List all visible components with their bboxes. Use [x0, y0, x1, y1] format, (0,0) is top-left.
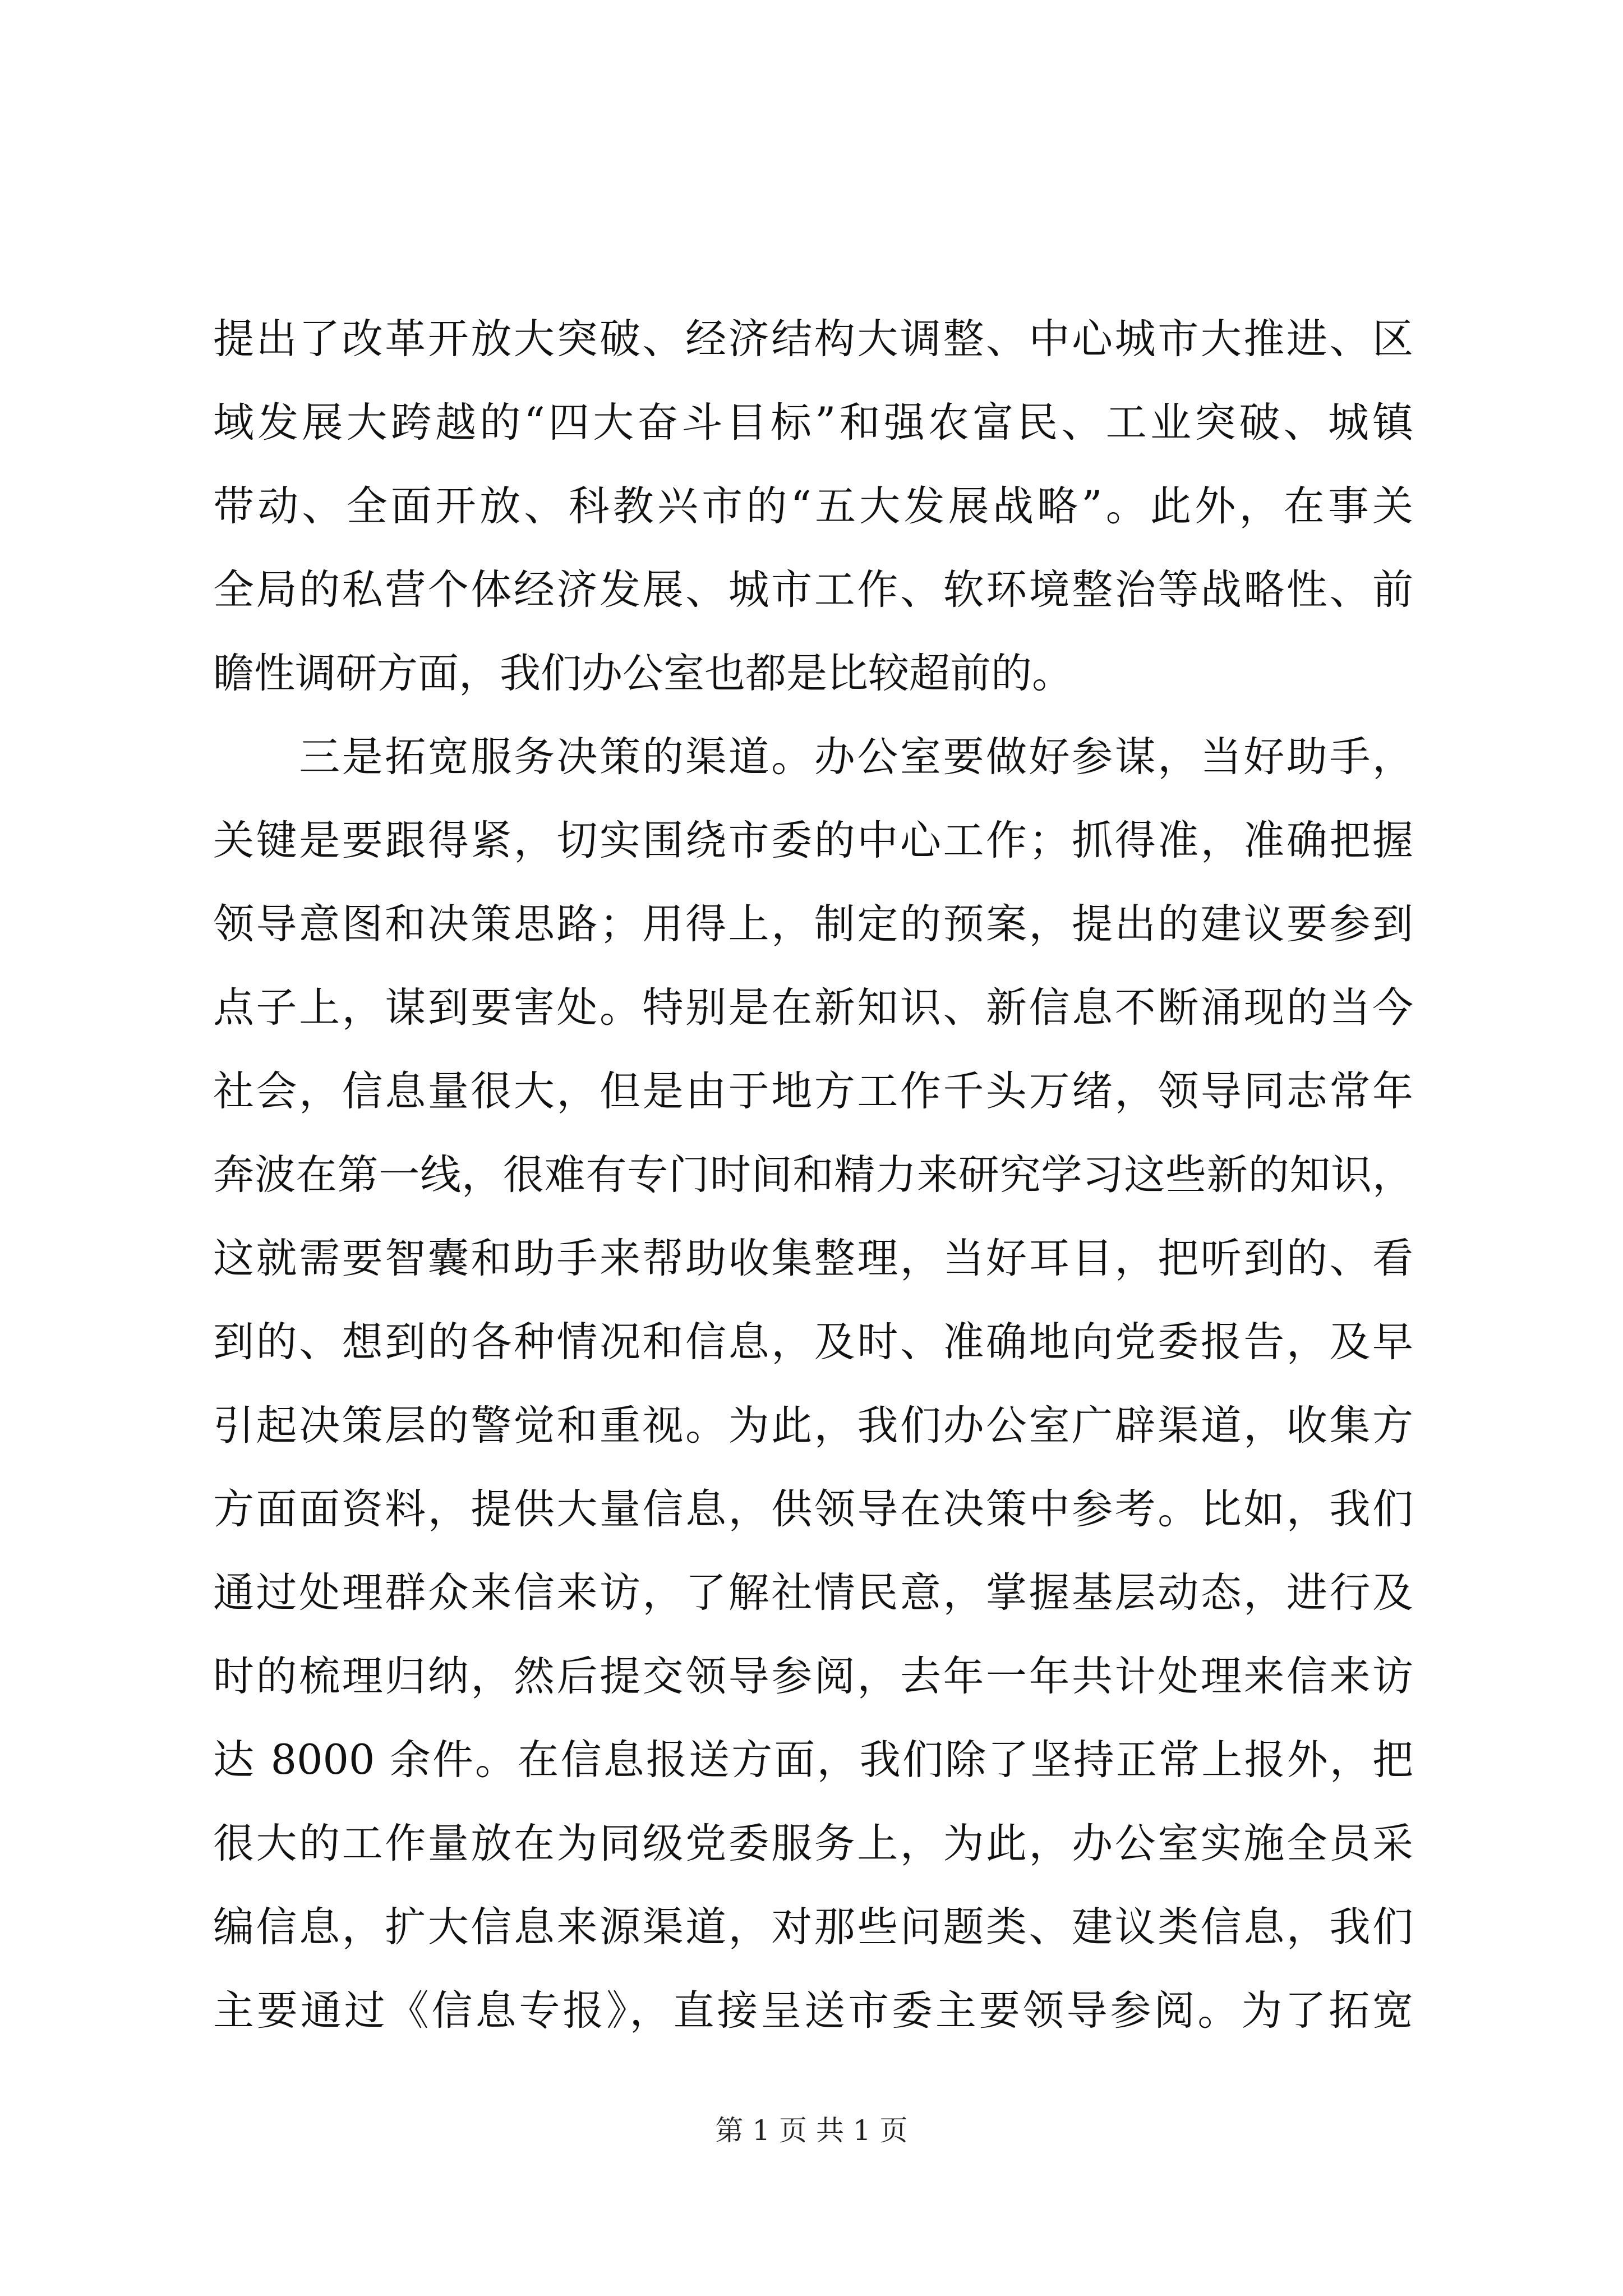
text-line: 社会，信息量很大，但是由于地方工作千头万绪，领导同志常年: [213, 1068, 1413, 1115]
text-line: 全局的私营个体经济发展、城市工作、软环境整治等战略性、前: [213, 566, 1413, 614]
page-number: 第 1 页 共 1 页: [715, 2114, 908, 2147]
text-line: 三是拓宽服务决策的渠道。办公室要做好参谋，当好助手，: [213, 733, 1413, 781]
text-line: 到的、想到的各种情况和信息，及时、准确地向党委报告，及早: [213, 1318, 1413, 1366]
text-line: 关键是要跟得紧，切实围绕市委的中心工作；抓得准，准确把握: [213, 817, 1413, 864]
text-line: 时的梳理归纳，然后提交领导参阅，去年一年共计处理来信来访: [213, 1653, 1413, 1700]
text-line: 编信息，扩大信息来源渠道，对那些问题类、建议类信息，我们: [213, 1903, 1413, 1951]
text-line: 这就需要智囊和助手来帮助收集整理，当好耳目，把听到的、看: [213, 1235, 1413, 1282]
text-line: 提出了改革开放大突破、经济结构大调整、中心城市大推进、区: [213, 315, 1413, 363]
text-line: 域发展大跨越的“四大奋斗目标”和强农富民、工业突破、城镇: [213, 399, 1413, 447]
text-line: 领导意图和决策思路；用得上，制定的预案，提出的建议要参到: [213, 900, 1413, 948]
text-line: 带动、全面开放、科教兴市的“五大发展战略”。此外，在事关: [213, 482, 1413, 530]
text-line: 奔波在第一线，很难有专门时间和精力来研究学习这些新的知识，: [213, 1151, 1413, 1199]
page-footer: [0, 2108, 1623, 2148]
text-line: 引起决策层的警觉和重视。为此，我们办公室广辟渠道，收集方: [213, 1402, 1413, 1450]
text-line: 瞻性调研方面，我们办公室也都是比较超前的。: [213, 650, 1073, 697]
text-line: 很大的工作量放在为同级党委服务上，为此，办公室实施全员采: [213, 1820, 1413, 1867]
text-line: 主要通过《信息专报》，直接呈送市委主要领导参阅。为了拓宽: [213, 1987, 1413, 2035]
text-line: 点子上，谋到要害处。特别是在新知识、新信息不断涌现的当今: [213, 984, 1413, 1032]
document-body: [213, 297, 1413, 2053]
text-line: 达 8000 余件。在信息报送方面，我们除了坚持正常上报外，把: [213, 1736, 1413, 1784]
text-line: 方面面资料，提供大量信息，供领导在决策中参考。比如，我们: [213, 1485, 1413, 1533]
text-line: 通过处理群众来信来访，了解社情民意，掌握基层动态，进行及: [213, 1569, 1413, 1617]
